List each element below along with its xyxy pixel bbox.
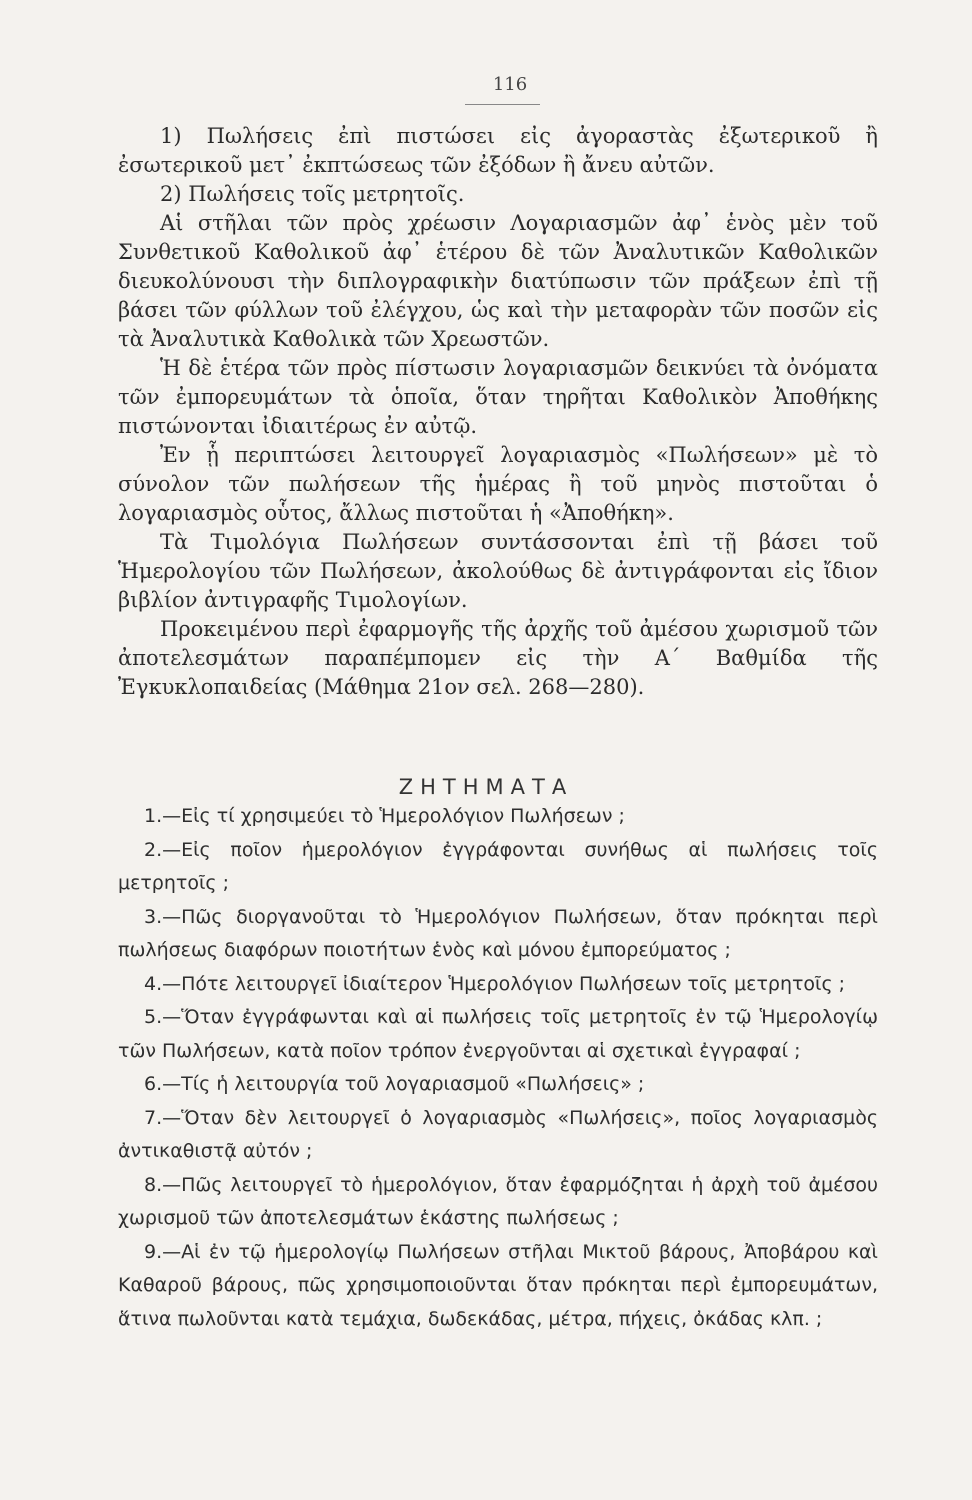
question-item: 4.—Πότε λειτουργεῖ ἰδιαίτερον Ἡμερολόγιον Πωλήσεων τοῖς μετρητοῖς ; [144,972,846,995]
question-item: 7.—Ὅταν δὲν λειτουργεῖ ὁ λογαριασμὸς «Πωλήσεις», ποῖος λογαριασμὸς ἀντικαθιστᾷ αὐτόν ; [118,1106,878,1162]
body-text [118,122,878,702]
section-heading: ΖΗΤΗΜΑΤΑ [398,775,574,799]
page-number-rule [465,104,540,105]
question-item: 1.—Εἰς τί χρησιμεύει τὸ Ἡμερολόγιον Πωλήσεων ; [144,805,625,827]
paragraph-credit-column: Ἡ δὲ ἑτέρα τῶν πρὸς πίστωσιν λογαριασμῶν δεικνύει τὰ ὀνόματα τῶν ἐμπορευμάτων τὰ ὁποῖα, ὅταν τηρῆται Καθολικὸν Ἀποθήκης πιστώνονται ἰδιαιτέρως ἐν αὐτῷ. [118,356,878,438]
paragraph-invoices: Τὰ Τιμολόγια Πωλήσεων συντάσσονται ἐπὶ τῇ βάσει τοῦ Ἡμερολογίου τῶν Πωλήσεων, ἀκολούθως δὲ ἀντιγράφονται εἰς ἴδιον βιβλίον ἀντιγραφῆς Τιμολογίων. [118,530,878,612]
questions-list [118,800,878,1336]
question-item: 3.—Πῶς διοργανοῦται τὸ Ἡμερολόγιον Πωλήσεων, ὅταν πρόκηται περὶ πωλήσεως διαφόρων ποιοτήτων ἑνὸς καὶ μόνου ἐμπορεύματος ; [118,905,878,961]
question-item: 2.—Εἰς ποῖον ἡμερολόγιον ἐγγράφονται συνήθως αἱ πωλήσεις τοῖς μετρητοῖς ; [118,838,878,894]
paragraph-sales-account: Ἐν ᾗ περιπτώσει λειτουργεῖ λογαριασμὸς «Πωλήσεων» μὲ τὸ σύνολον τῶν πωλήσεων τῆς ἡμέρας ἢ τοῦ μηνὸς πιστοῦται ὁ λογαριασμὸς οὗτος, ἄλλως πιστοῦται ἡ «Ἀποθήκη». [118,443,878,525]
paragraph-reference: Προκειμένου περὶ ἐφαρμογῆς τῆς ἀρχῆς τοῦ ἀμέσου χωρισμοῦ τῶν ἀποτελεσμάτων παραπέμπομεν εἰς τὴν Α΄ Βαθμίδα τῆς Ἐγκυκλοπαιδείας (Μάθημα 21ον σελ. 268—280). [118,617,878,699]
question-item: 5.—Ὅταν ἐγγράφωνται καὶ αἱ πωλήσεις τοῖς μετρητοῖς ἐν τῷ Ἡμερολογίῳ τῶν Πωλήσεων, κατὰ ποῖον τρόπον ἐνεργοῦνται αἱ σχετικαὶ ἐγγραφαί ; [118,1006,878,1062]
question-item: 9.—Αἱ ἐν τῷ ἡμερολογίῳ Πωλήσεων στῆλαι Μικτοῦ βάρους, Ἀποβάρου καὶ Καθαροῦ βάρους, πῶς χρησιμοποιοῦνται ὅταν πρόκηται περὶ ἐμπορευμάτων, ἅτινα πωλοῦνται κατὰ τεμάχια, δωδεκάδας, μέτρα, πήχεις, ὀκάδας κλπ. ; [118,1240,878,1330]
paragraph-debit-columns: Αἱ στῆλαι τῶν πρὸς χρέωσιν Λογαριασμῶν ἀφ᾿ ἑνὸς μὲν τοῦ Συνθετικοῦ Καθολικοῦ ἀφ᾿ ἑτέρου δὲ τῶν Ἀναλυτικῶν Καθολικῶν διευκολύνουσι τὴν διπλογραφικὴν διατύπωσιν τῶν πράξεων ἐπὶ τῇ βάσει τῶν φύλλων τοῦ ἐλέγχου, ὡς καὶ τὴν μεταφορὰν τῶν ποσῶν εἰς τὰ Ἀναλυτικὰ Καθολικὰ τῶν Χρεωστῶν. [118,211,878,351]
page-number: 116 [492,74,528,95]
paragraph-cash-sales: 2) Πωλήσεις τοῖς μετρητοῖς. [160,182,465,206]
paragraph-credit-sales: 1) Πωλήσεις ἐπὶ πιστώσει εἰς ἀγοραστὰς ἐξωτερικοῦ ἢ ἐσωτερικοῦ μετ᾿ ἐκπτώσεως τῶν ἐξόδων ἢ ἄνευ αὐτῶν. [118,124,878,177]
question-item: 6.—Τίς ἡ λειτουργία τοῦ λογαριασμοῦ «Πωλήσεις» ; [144,1073,645,1095]
question-item: 8.—Πῶς λειτουργεῖ τὸ ἡμερολόγιον, ὅταν ἐφαρμόζηται ἡ ἀρχὴ τοῦ ἀμέσου χωρισμοῦ τῶν ἀποτελεσμάτων ἑκάστης πωλήσεως ; [118,1173,878,1229]
